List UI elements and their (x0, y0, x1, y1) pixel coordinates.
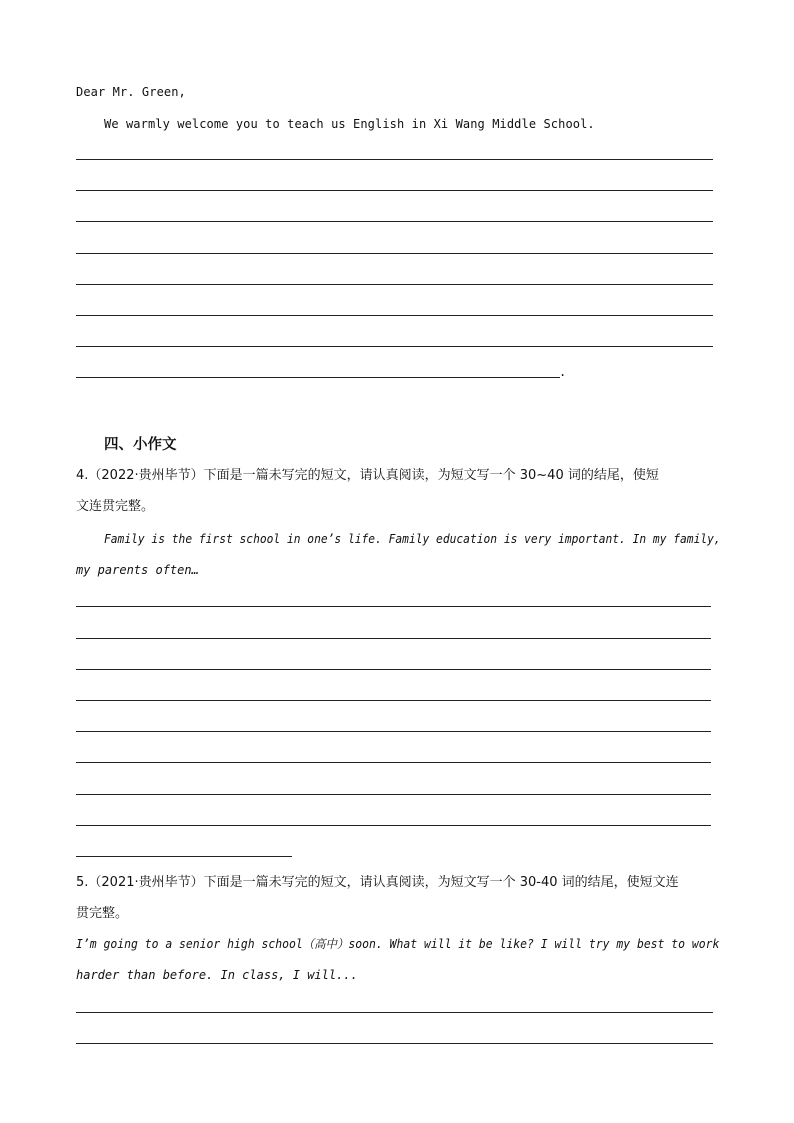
writing-line[interactable] (76, 315, 713, 316)
writing-line[interactable] (76, 1043, 713, 1044)
q4-instruction-line1: 4.（2022·贵州毕节）下面是一篇未写完的短文，请认真阅读，为短文写一个 30~40 词的结尾，使短 (76, 468, 659, 483)
writing-line[interactable] (76, 638, 711, 639)
writing-line[interactable] (76, 700, 711, 701)
writing-line[interactable] (76, 731, 711, 732)
writing-line[interactable] (76, 253, 713, 254)
q5-instruction-line1: 5.（2021·贵州毕节）下面是一篇未写完的短文，请认真阅读，为短文写一个 30-40 词的结尾，使短文连 (76, 875, 679, 890)
writing-line[interactable] (76, 794, 711, 795)
letter-end-period: . (559, 365, 567, 379)
writing-line[interactable] (76, 825, 711, 826)
writing-line[interactable] (76, 856, 292, 857)
writing-line[interactable] (76, 377, 560, 378)
writing-line[interactable] (76, 221, 713, 222)
q4-prompt-line1: Family is the first school in one’s life. Family education is very important. In my family, (104, 532, 721, 546)
writing-line[interactable] (76, 1012, 713, 1013)
writing-line[interactable] (76, 284, 713, 285)
writing-line[interactable] (76, 346, 713, 347)
writing-line[interactable] (76, 190, 713, 191)
letter-salutation: Dear Mr. Green, (76, 85, 186, 99)
letter-opening: We warmly welcome you to teach us English in Xi Wang Middle School. (104, 117, 595, 131)
q4-prompt-line2: my parents often… (76, 563, 199, 577)
q5-instruction-line2: 贯完整。 (76, 906, 129, 921)
writing-line[interactable] (76, 669, 711, 670)
q5-prompt-line1: I’m going to a senior high school（高中）soon. What will it be like? I will try my best to work (76, 937, 720, 951)
q4-instruction-line2: 文连贯完整。 (76, 499, 155, 514)
q5-prompt-line2: harder than before. In class, I will... (76, 968, 358, 982)
writing-line[interactable] (76, 159, 713, 160)
section-heading: 四、小作文 (104, 437, 177, 453)
writing-line[interactable] (76, 762, 711, 763)
writing-line[interactable] (76, 606, 711, 607)
